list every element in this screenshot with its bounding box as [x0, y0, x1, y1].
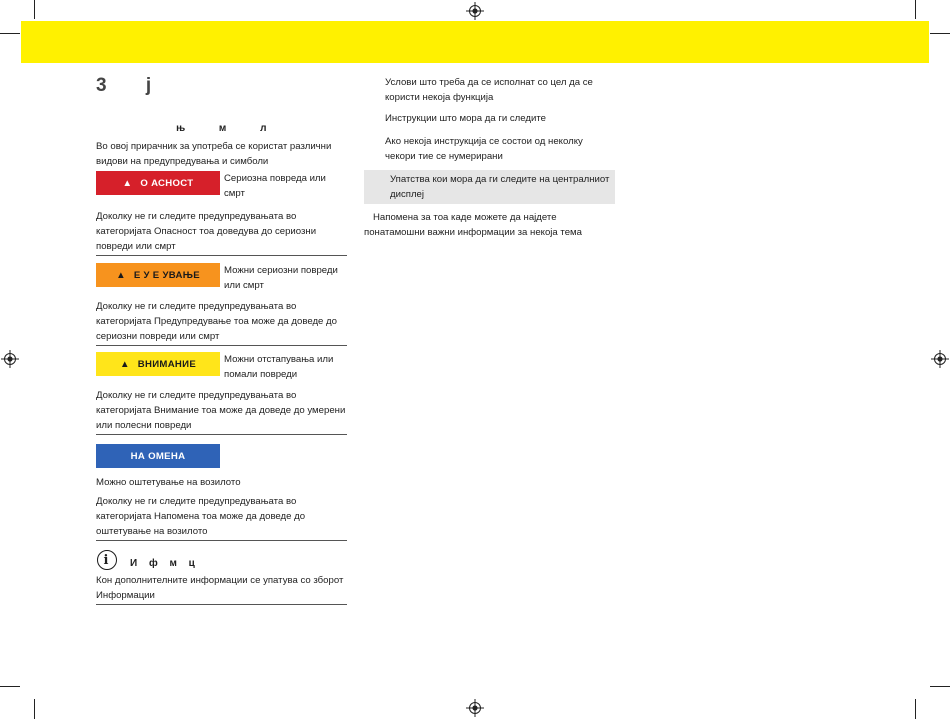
- info-title: И ф м ц: [130, 557, 197, 569]
- header-band: [21, 21, 929, 63]
- crop-mark: [915, 699, 916, 719]
- right-column: [364, 75, 615, 240]
- notice-label: НА ОМЕНА: [130, 450, 186, 462]
- crop-mark: [34, 0, 35, 19]
- instructions-item: Инструкции што мора да ги следите: [385, 113, 546, 124]
- info-heading: [96, 550, 347, 570]
- crop-mark: [930, 33, 950, 34]
- left-column: [96, 75, 347, 605]
- conditions-item: Услови што треба да се исполнат со цел да се користи некоја функција: [385, 77, 593, 103]
- section-subheading: њ м л: [176, 123, 267, 134]
- crop-mark: [34, 699, 35, 719]
- chapter-heading: [96, 75, 347, 123]
- danger-description: Сериозна повреда или смрт: [224, 173, 326, 199]
- warning-triangle-icon: ▲: [119, 358, 130, 370]
- warning-text: Доколку не ги следите предупредувањата во категоријата Предупредување тоа може да доведе до сериозни повреди или смрт: [96, 299, 347, 346]
- danger-label: О АСНОСТ: [140, 177, 194, 189]
- registration-mark-icon: [1, 350, 19, 368]
- chapter-title-letter: j: [145, 75, 152, 96]
- caution-badge: [96, 352, 220, 376]
- intro-text: Во овој прирачник за употреба се користат различни видови на предупредувања и симболи: [96, 141, 332, 167]
- caution-text: Доколку не ги следите предупредувањата во категоријата Внимание тоа може да доведе до умерени или полесни повреди: [96, 388, 347, 435]
- crop-mark: [0, 33, 20, 34]
- crop-mark: [915, 0, 916, 19]
- registration-mark-icon: [466, 699, 484, 717]
- caution-label: ВНИМАНИЕ: [137, 358, 197, 370]
- chapter-number: 3: [96, 75, 107, 96]
- warning-badge: [96, 263, 220, 287]
- warning-signal-row: [96, 263, 347, 293]
- danger-badge: [96, 171, 220, 195]
- caution-signal-row: [96, 352, 347, 382]
- crop-mark: [930, 686, 950, 687]
- notice-text: Доколку не ги следите предупредувањата во категоријата Напомена тоа може да доведе до оштетување на возилото: [96, 494, 347, 541]
- warning-triangle-icon: ▲: [122, 177, 133, 189]
- danger-text: Доколку не ги следите предупредувањата во категоријата Опасност тоа доведува до сериозни повреди или смрт: [96, 209, 347, 256]
- notice-description: Можно оштетување на возилото: [96, 477, 241, 488]
- warning-description: Можни сериозни повреди или смрт: [224, 265, 338, 291]
- registration-mark-icon: [931, 350, 949, 368]
- notice-badge: [96, 444, 220, 468]
- danger-signal-row: [96, 171, 347, 201]
- caution-description: Можни отстапувања или помали повреди: [224, 354, 334, 380]
- central-display-box: Упатства кои мора да ги следите на централниот дисплеј: [364, 170, 615, 204]
- info-text: Кон дополнителните информации се упатува со зборот Информации: [96, 573, 347, 605]
- crop-mark: [0, 686, 20, 687]
- warning-triangle-icon: ▲: [116, 269, 126, 281]
- info-icon: i: [97, 550, 117, 570]
- numbered-steps-item: Ако некоја инструкција се состои од неколку чекори тие се нумерирани: [385, 136, 583, 162]
- warning-label: Е У Е УВАЊЕ: [133, 269, 200, 281]
- registration-mark-icon: [466, 2, 484, 20]
- further-info-note: Напомена за тоа каде можете да најдете понатамошни важни информации за некоја тема: [364, 212, 582, 238]
